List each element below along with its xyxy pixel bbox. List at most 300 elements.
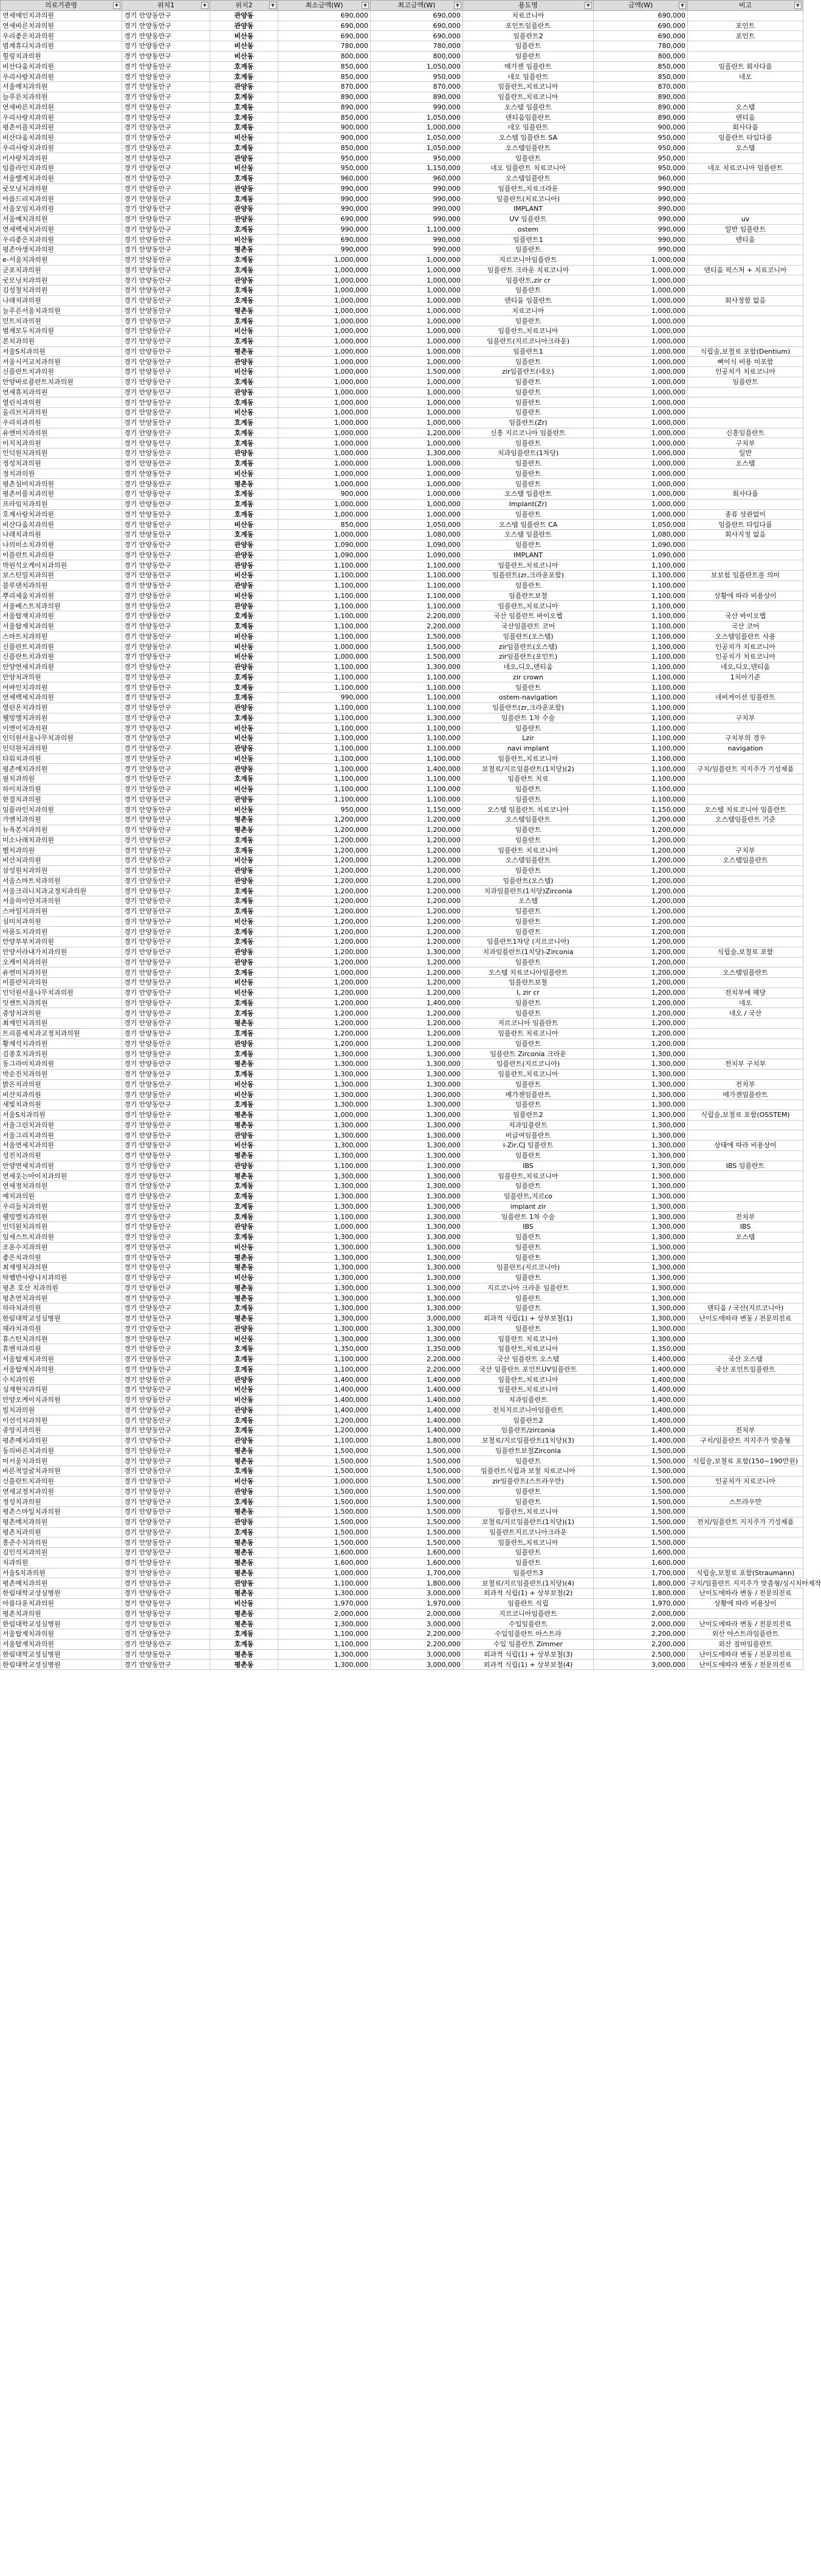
cell-usage[interactable]: 임플란트 [463, 794, 594, 805]
cell-min-price[interactable]: 1,500,000 [278, 1527, 371, 1537]
cell-note[interactable]: 임플란트 타입다름 [688, 520, 803, 530]
cell-location1[interactable]: 경기 안양동안구 [122, 631, 210, 642]
cell-price[interactable]: 1,500,000 [594, 1486, 688, 1497]
cell-clinic-name[interactable]: 프라임치과의원 [1, 499, 122, 509]
cell-price[interactable]: 1,100,000 [594, 631, 688, 642]
cell-price[interactable]: 1,200,000 [594, 825, 688, 835]
cell-note[interactable] [688, 1293, 803, 1303]
filter-dropdown-icon[interactable]: ▼ [679, 2, 686, 9]
cell-max-price[interactable]: 1,200,000 [371, 978, 463, 988]
cell-location2[interactable]: 호계동 [210, 1191, 278, 1201]
cell-location2[interactable]: 호계동 [210, 672, 278, 682]
cell-clinic-name[interactable]: 서울스마트치과의원 [1, 876, 122, 886]
cell-usage[interactable]: 임플란트 치료코니아 [463, 1028, 594, 1039]
cell-usage[interactable]: 네오 임플란트 [463, 123, 594, 133]
cell-usage[interactable]: 오스템임플란트 [463, 856, 594, 866]
cell-usage[interactable]: 치료코니아 [463, 10, 594, 21]
cell-location1[interactable]: 경기 안양동안구 [122, 642, 210, 652]
cell-location2[interactable]: 호계동 [210, 835, 278, 845]
cell-clinic-name[interactable]: 임세스트치과의원 [1, 1232, 122, 1242]
cell-location2[interactable]: 비산동 [210, 916, 278, 927]
cell-note[interactable] [688, 10, 803, 21]
cell-note[interactable] [688, 601, 803, 611]
cell-note[interactable]: 네오 [688, 72, 803, 82]
cell-price[interactable]: 1,400,000 [594, 1415, 688, 1426]
cell-usage[interactable]: 임플란트(오스템) [463, 631, 594, 642]
cell-location1[interactable]: 경기 안양동안구 [122, 693, 210, 703]
cell-usage[interactable]: implant zir [463, 1201, 594, 1212]
cell-price[interactable]: 990,000 [594, 184, 688, 194]
cell-note[interactable] [688, 326, 803, 337]
cell-max-price[interactable]: 1,100,000 [371, 601, 463, 611]
cell-note[interactable]: 회사정함 없음 [688, 295, 803, 306]
cell-max-price[interactable]: 1,100,000 [371, 784, 463, 794]
cell-note[interactable]: 난이도에따라 변동 / 전문의진료 [688, 1313, 803, 1324]
cell-max-price[interactable]: 1,400,000 [371, 1395, 463, 1405]
cell-max-price[interactable]: 3,000,000 [371, 1619, 463, 1629]
cell-min-price[interactable]: 850,000 [278, 520, 371, 530]
cell-location1[interactable]: 경기 안양동안구 [122, 72, 210, 82]
cell-usage[interactable]: 임플란트 [463, 1252, 594, 1263]
cell-location1[interactable]: 경기 안양동안구 [122, 805, 210, 815]
cell-min-price[interactable]: 990,000 [278, 194, 371, 204]
cell-note[interactable] [688, 1466, 803, 1477]
cell-location1[interactable]: 경기 안양동안구 [122, 1578, 210, 1589]
cell-price[interactable]: 1,300,000 [594, 1313, 688, 1324]
cell-note[interactable]: uv [688, 214, 803, 224]
cell-clinic-name[interactable]: 서울S치과의원 [1, 1110, 122, 1120]
cell-note[interactable] [688, 153, 803, 163]
cell-note[interactable] [688, 387, 803, 397]
cell-max-price[interactable]: 1,500,000 [371, 1527, 463, 1537]
cell-max-price[interactable]: 1,970,000 [371, 1598, 463, 1609]
cell-max-price[interactable]: 1,300,000 [371, 1212, 463, 1222]
cell-clinic-name[interactable]: 웰빙엘치과의원 [1, 713, 122, 723]
cell-clinic-name[interactable]: 연세정치과의원 [1, 1181, 122, 1192]
cell-clinic-name[interactable]: 범계모두치과의원 [1, 326, 122, 337]
cell-location1[interactable]: 경기 안양동안구 [122, 1079, 210, 1090]
cell-clinic-name[interactable]: 서울탑재치과의원 [1, 1364, 122, 1375]
cell-clinic-name[interactable]: 안양부부치과의원 [1, 937, 122, 947]
cell-clinic-name[interactable]: 인덕원치과의원 [1, 743, 122, 754]
cell-clinic-name[interactable]: 휴엔치과의원 [1, 1344, 122, 1355]
cell-clinic-name[interactable]: 평촌스마일치과의원 [1, 1507, 122, 1517]
cell-note[interactable] [688, 835, 803, 845]
cell-min-price[interactable]: 1,500,000 [278, 1537, 371, 1548]
cell-location2[interactable]: 관양동 [210, 560, 278, 571]
cell-price[interactable]: 1,300,000 [594, 1293, 688, 1303]
cell-clinic-name[interactable]: 늘푸른서울치과의원 [1, 306, 122, 316]
cell-min-price[interactable]: 1,200,000 [278, 865, 371, 876]
cell-location1[interactable]: 경기 안양동안구 [122, 856, 210, 866]
cell-location1[interactable]: 경기 안양동안구 [122, 1252, 210, 1263]
cell-clinic-name[interactable]: 서울밸게치과의원 [1, 173, 122, 184]
cell-price[interactable]: 1,300,000 [594, 1141, 688, 1151]
cell-price[interactable]: 1,200,000 [594, 1008, 688, 1018]
cell-location1[interactable]: 경기 안양동안구 [122, 937, 210, 947]
cell-location2[interactable]: 비산동 [210, 642, 278, 652]
cell-max-price[interactable]: 1,300,000 [371, 1130, 463, 1141]
cell-price[interactable]: 1,300,000 [594, 1232, 688, 1242]
cell-note[interactable]: 전치부 [688, 1212, 803, 1222]
cell-price[interactable]: 1,100,000 [594, 571, 688, 581]
cell-price[interactable]: 2,200,000 [594, 1629, 688, 1640]
cell-location1[interactable]: 경기 안양동안구 [122, 51, 210, 61]
cell-clinic-name[interactable]: e-서울치과의원 [1, 255, 122, 265]
cell-clinic-name[interactable]: 안양바로플란트치과의원 [1, 377, 122, 387]
cell-clinic-name[interactable]: 평촌예치과의원 [1, 1435, 122, 1446]
cell-location1[interactable]: 경기 안양동안구 [122, 31, 210, 41]
cell-location1[interactable]: 경기 안양동안구 [122, 1395, 210, 1405]
cell-max-price[interactable]: 1,100,000 [371, 723, 463, 733]
cell-note[interactable]: 뼈이식 비용 미포함 [688, 357, 803, 367]
cell-max-price[interactable]: 1,000,000 [371, 306, 463, 316]
cell-location2[interactable]: 호계동 [210, 1415, 278, 1426]
cell-usage[interactable]: I, zir cr [463, 987, 594, 998]
cell-price[interactable]: 1,100,000 [594, 682, 688, 693]
cell-note[interactable] [688, 937, 803, 947]
cell-clinic-name[interactable]: 평촌 호산 치과의원 [1, 1283, 122, 1293]
cell-location1[interactable]: 경기 안양동안구 [122, 876, 210, 886]
cell-min-price[interactable]: 1,200,000 [278, 937, 371, 947]
cell-max-price[interactable]: 1,300,000 [371, 448, 463, 459]
cell-note[interactable]: 오스템임플란트 사용 [688, 631, 803, 642]
cell-location1[interactable]: 경기 안양동안구 [122, 194, 210, 204]
cell-location1[interactable]: 경기 안양동안구 [122, 1059, 210, 1070]
cell-clinic-name[interactable]: 군포치과의원 [1, 265, 122, 275]
cell-min-price[interactable]: 1,000,000 [278, 509, 371, 520]
cell-max-price[interactable]: 1,500,000 [371, 1517, 463, 1527]
cell-usage[interactable]: 임플란트(zr,크라운포함) [463, 571, 594, 581]
cell-max-price[interactable]: 1,300,000 [371, 1263, 463, 1273]
cell-max-price[interactable]: 1,300,000 [371, 1100, 463, 1110]
cell-clinic-name[interactable]: 김종호치과의원 [1, 1049, 122, 1059]
cell-location2[interactable]: 비산동 [210, 631, 278, 642]
cell-min-price[interactable]: 1,000,000 [278, 1476, 371, 1486]
cell-price[interactable]: 1,200,000 [594, 927, 688, 937]
cell-min-price[interactable]: 1,000,000 [278, 1222, 371, 1232]
cell-clinic-name[interactable]: 안양연세치과의원 [1, 662, 122, 672]
cell-location1[interactable]: 경기 안양동안구 [122, 357, 210, 367]
cell-clinic-name[interactable]: 헤라치과의원 [1, 1324, 122, 1334]
cell-min-price[interactable]: 1,000,000 [278, 286, 371, 296]
cell-usage[interactable]: 임플란트,치료코니아 [463, 1069, 594, 1079]
cell-min-price[interactable]: 1,000,000 [278, 357, 371, 367]
cell-usage[interactable]: 임플란트,지르co [463, 1191, 594, 1201]
cell-min-price[interactable]: 1,000,000 [278, 346, 371, 357]
cell-location1[interactable]: 경기 안양동안구 [122, 1232, 210, 1242]
cell-location2[interactable]: 비산동 [210, 326, 278, 337]
cell-location1[interactable]: 경기 안양동안구 [122, 1639, 210, 1649]
cell-location2[interactable]: 평촌동 [210, 479, 278, 489]
cell-location1[interactable]: 경기 안양동안구 [122, 1598, 210, 1609]
cell-location1[interactable]: 경기 안양동안구 [122, 123, 210, 133]
cell-usage[interactable]: zir임플란트(네오) [463, 367, 594, 377]
cell-note[interactable]: 외산 짐머임플란트 [688, 1639, 803, 1649]
cell-usage[interactable]: 지르코니아임플란트 [463, 1609, 594, 1619]
cell-note[interactable] [688, 886, 803, 896]
cell-note[interactable] [688, 794, 803, 805]
cell-location1[interactable]: 경기 안양동안구 [122, 316, 210, 326]
cell-max-price[interactable]: 690,000 [371, 10, 463, 21]
cell-location1[interactable]: 경기 안양동안구 [122, 184, 210, 194]
cell-price[interactable]: 1,000,000 [594, 499, 688, 509]
cell-min-price[interactable]: 1,000,000 [278, 448, 371, 459]
cell-usage[interactable]: 신흥 지르코니아 임플란트 [463, 428, 594, 438]
cell-location2[interactable]: 평촌동 [210, 346, 278, 357]
cell-price[interactable]: 990,000 [594, 224, 688, 235]
cell-note[interactable]: 네오 치료코니아 임플란트 [688, 163, 803, 174]
cell-location1[interactable]: 경기 안양동안구 [122, 1375, 210, 1385]
cell-min-price[interactable]: 1,100,000 [278, 713, 371, 723]
cell-note[interactable]: 포인트 [688, 31, 803, 41]
cell-price[interactable]: 1,300,000 [594, 1242, 688, 1252]
cell-price[interactable]: 1,300,000 [594, 1181, 688, 1192]
cell-min-price[interactable]: 1,100,000 [278, 1578, 371, 1589]
cell-location2[interactable]: 호계동 [210, 509, 278, 520]
cell-min-price[interactable]: 1,200,000 [278, 856, 371, 866]
cell-price[interactable]: 1,100,000 [594, 560, 688, 571]
cell-location1[interactable]: 경기 안양동안구 [122, 1527, 210, 1537]
cell-note[interactable]: 오스템 [688, 458, 803, 469]
cell-min-price[interactable]: 900,000 [278, 489, 371, 500]
cell-max-price[interactable]: 1,200,000 [371, 428, 463, 438]
cell-max-price[interactable]: 1,500,000 [371, 1476, 463, 1486]
cell-min-price[interactable]: 1,000,000 [278, 458, 371, 469]
cell-usage[interactable]: 임플란트,치료코니아 [463, 1537, 594, 1548]
cell-max-price[interactable]: 990,000 [371, 194, 463, 204]
cell-max-price[interactable]: 1,000,000 [371, 326, 463, 337]
cell-note[interactable] [688, 1191, 803, 1201]
cell-price[interactable]: 1,050,000 [594, 520, 688, 530]
cell-max-price[interactable]: 890,000 [371, 92, 463, 102]
cell-clinic-name[interactable]: 인덕원서울나무치과의원 [1, 987, 122, 998]
cell-price[interactable]: 1,200,000 [594, 978, 688, 988]
cell-note[interactable] [688, 1252, 803, 1263]
cell-min-price[interactable]: 1,000,000 [278, 377, 371, 387]
cell-note[interactable]: 일반 임플란트 [688, 224, 803, 235]
cell-note[interactable] [688, 927, 803, 937]
cell-min-price[interactable]: 1,200,000 [278, 886, 371, 896]
cell-price[interactable]: 1,100,000 [594, 723, 688, 733]
cell-location1[interactable]: 경기 안양동안구 [122, 41, 210, 52]
cell-min-price[interactable]: 850,000 [278, 61, 371, 72]
cell-location2[interactable]: 비산동 [210, 1141, 278, 1151]
cell-location2[interactable]: 호계동 [210, 927, 278, 937]
cell-location1[interactable]: 경기 안양동안구 [122, 1466, 210, 1477]
cell-location1[interactable]: 경기 안양동안구 [122, 163, 210, 174]
cell-location1[interactable]: 경기 안양동안구 [122, 957, 210, 967]
cell-location2[interactable]: 비산동 [210, 1242, 278, 1252]
cell-note[interactable]: 상황에 따라 비용상이 [688, 1598, 803, 1609]
cell-price[interactable]: 1,600,000 [594, 1548, 688, 1558]
cell-note[interactable]: 구치부의 경우 [688, 733, 803, 744]
cell-price[interactable]: 1,300,000 [594, 1100, 688, 1110]
cell-max-price[interactable]: 1,200,000 [371, 835, 463, 845]
cell-location1[interactable]: 경기 안양동안구 [122, 1589, 210, 1599]
cell-usage[interactable]: 임플란트 [463, 1100, 594, 1110]
cell-location1[interactable]: 경기 안양동안구 [122, 245, 210, 255]
cell-location2[interactable]: 비산동 [210, 1273, 278, 1283]
cell-min-price[interactable]: 1,000,000 [278, 306, 371, 316]
cell-min-price[interactable]: 990,000 [278, 693, 371, 703]
cell-location2[interactable]: 호계동 [210, 286, 278, 296]
cell-location2[interactable]: 호계동 [210, 1344, 278, 1355]
cell-min-price[interactable]: 1,350,000 [278, 1344, 371, 1355]
cell-location2[interactable]: 호계동 [210, 438, 278, 448]
cell-location2[interactable]: 관양동 [210, 1324, 278, 1334]
cell-min-price[interactable]: 1,500,000 [278, 1517, 371, 1527]
cell-location2[interactable]: 호계동 [210, 886, 278, 896]
cell-location2[interactable]: 관양동 [210, 1039, 278, 1049]
cell-min-price[interactable]: 1,100,000 [278, 662, 371, 672]
cell-usage[interactable]: 네오,디오,덴티움 [463, 662, 594, 672]
cell-note[interactable] [688, 204, 803, 215]
cell-location2[interactable]: 관양동 [210, 184, 278, 194]
cell-max-price[interactable]: 1,000,000 [371, 316, 463, 326]
cell-max-price[interactable]: 1,200,000 [371, 1018, 463, 1029]
cell-location1[interactable]: 경기 안양동안구 [122, 1110, 210, 1120]
cell-clinic-name[interactable]: 이선석치과의원 [1, 1415, 122, 1426]
cell-clinic-name[interactable]: 아름드리치과의원 [1, 194, 122, 204]
cell-location2[interactable]: 비산동 [210, 1385, 278, 1395]
cell-note[interactable]: 전치부 [688, 1079, 803, 1090]
cell-price[interactable]: 900,000 [594, 123, 688, 133]
cell-location1[interactable]: 경기 안양동안구 [122, 214, 210, 224]
cell-min-price[interactable]: 1,000,000 [278, 438, 371, 448]
cell-location2[interactable]: 호계동 [210, 774, 278, 785]
cell-usage[interactable]: 오스템임플란트 [463, 143, 594, 153]
cell-min-price[interactable]: 1,100,000 [278, 1435, 371, 1446]
cell-price[interactable]: 1,300,000 [594, 1171, 688, 1181]
cell-price[interactable]: 1,000,000 [594, 265, 688, 275]
cell-min-price[interactable]: 1,300,000 [278, 1120, 371, 1130]
cell-location2[interactable]: 평촌동 [210, 1537, 278, 1548]
cell-min-price[interactable]: 1,200,000 [278, 906, 371, 916]
cell-usage[interactable]: 임플란트 [463, 469, 594, 479]
cell-clinic-name[interactable]: 정성치과의원 [1, 458, 122, 469]
cell-min-price[interactable]: 1,600,000 [278, 1548, 371, 1558]
cell-price[interactable]: 1,300,000 [594, 1303, 688, 1314]
cell-usage[interactable]: 네오 임플란트 [463, 72, 594, 82]
cell-usage[interactable]: 임플란트 [463, 1181, 594, 1192]
cell-note[interactable]: 구치부 [688, 438, 803, 448]
cell-location1[interactable]: 경기 안양동안구 [122, 417, 210, 428]
cell-max-price[interactable]: 1,000,000 [371, 387, 463, 397]
cell-location1[interactable]: 경기 안양동안구 [122, 1486, 210, 1497]
cell-max-price[interactable]: 1,000,000 [371, 265, 463, 275]
cell-max-price[interactable]: 2,000,000 [371, 1609, 463, 1619]
cell-usage[interactable]: ostem [463, 224, 594, 235]
cell-location1[interactable]: 경기 안양동안구 [122, 560, 210, 571]
cell-max-price[interactable]: 1,500,000 [371, 631, 463, 642]
cell-usage[interactable]: 수입임플란트 아스트라 [463, 1629, 594, 1640]
cell-usage[interactable]: 오스템임플란트 [463, 173, 594, 184]
cell-usage[interactable]: 수입 임플란트 Zimmer [463, 1639, 594, 1649]
cell-max-price[interactable]: 1,300,000 [371, 1242, 463, 1252]
cell-note[interactable] [688, 275, 803, 286]
cell-price[interactable]: 1,090,000 [594, 550, 688, 560]
cell-note[interactable] [688, 1446, 803, 1456]
cell-location2[interactable]: 관양동 [210, 1130, 278, 1141]
cell-note[interactable] [688, 825, 803, 835]
cell-min-price[interactable]: 1,000,000 [278, 652, 371, 662]
cell-note[interactable] [688, 723, 803, 733]
cell-clinic-name[interactable]: 아름다운치과의원 [1, 1598, 122, 1609]
cell-note[interactable]: 오스템 치료코니아 임플란트 [688, 805, 803, 815]
cell-price[interactable]: 690,000 [594, 10, 688, 21]
cell-max-price[interactable]: 1,000,000 [371, 438, 463, 448]
cell-note[interactable] [688, 1039, 803, 1049]
cell-clinic-name[interactable]: 이사랑치과의원 [1, 153, 122, 163]
cell-location2[interactable]: 평촌동 [210, 1150, 278, 1161]
cell-location1[interactable]: 경기 안양동안구 [122, 1141, 210, 1151]
cell-price[interactable]: 1,300,000 [594, 1222, 688, 1232]
cell-min-price[interactable]: 1,300,000 [278, 1130, 371, 1141]
cell-price[interactable]: 1,080,000 [594, 530, 688, 540]
cell-note[interactable] [688, 1283, 803, 1293]
cell-note[interactable] [688, 499, 803, 509]
cell-max-price[interactable]: 1,300,000 [371, 1110, 463, 1120]
cell-location1[interactable]: 경기 안양동안구 [122, 82, 210, 92]
cell-location1[interactable]: 경기 안양동안구 [122, 1476, 210, 1486]
cell-min-price[interactable]: 1,100,000 [278, 682, 371, 693]
cell-price[interactable]: 1,150,000 [594, 805, 688, 815]
cell-min-price[interactable]: 1,000,000 [278, 499, 371, 509]
cell-note[interactable] [688, 306, 803, 316]
cell-note[interactable] [688, 1018, 803, 1029]
cell-min-price[interactable]: 1,300,000 [278, 1324, 371, 1334]
cell-usage[interactable]: 임플란트 Zirconia 크라운 [463, 1049, 594, 1059]
cell-min-price[interactable]: 990,000 [278, 204, 371, 215]
cell-min-price[interactable]: 1,400,000 [278, 1405, 371, 1415]
cell-note[interactable]: 스트라우만 [688, 1497, 803, 1507]
cell-max-price[interactable]: 1,200,000 [371, 1028, 463, 1039]
cell-min-price[interactable]: 1,000,000 [278, 387, 371, 397]
cell-max-price[interactable]: 1,200,000 [371, 856, 463, 866]
cell-max-price[interactable]: 1,600,000 [371, 1558, 463, 1568]
cell-price[interactable]: 1,500,000 [594, 1466, 688, 1477]
cell-max-price[interactable]: 990,000 [371, 214, 463, 224]
cell-location2[interactable]: 비산동 [210, 132, 278, 143]
cell-location2[interactable]: 호계동 [210, 194, 278, 204]
cell-usage[interactable]: 임플란트 [463, 1039, 594, 1049]
cell-location2[interactable]: 호계동 [210, 530, 278, 540]
cell-clinic-name[interactable]: 연세바른치과의원 [1, 102, 122, 112]
cell-location1[interactable]: 경기 안양동안구 [122, 621, 210, 631]
cell-location1[interactable]: 경기 안양동안구 [122, 1008, 210, 1018]
cell-max-price[interactable]: 1,100,000 [371, 591, 463, 601]
cell-location1[interactable]: 경기 안양동안구 [122, 1263, 210, 1273]
cell-min-price[interactable]: 1,100,000 [278, 580, 371, 591]
cell-max-price[interactable]: 1,300,000 [371, 1283, 463, 1293]
cell-max-price[interactable]: 1,200,000 [371, 876, 463, 886]
cell-location1[interactable]: 경기 안양동안구 [122, 794, 210, 805]
cell-location1[interactable]: 경기 안양동안구 [122, 702, 210, 713]
cell-clinic-name[interactable]: 성진치과의원 [1, 1150, 122, 1161]
cell-location1[interactable]: 경기 안양동안구 [122, 458, 210, 469]
cell-location2[interactable]: 관양동 [210, 957, 278, 967]
cell-location2[interactable]: 호계동 [210, 937, 278, 947]
cell-max-price[interactable]: 1,000,000 [371, 417, 463, 428]
cell-max-price[interactable]: 1,100,000 [371, 754, 463, 764]
cell-location1[interactable]: 경기 안양동안구 [122, 489, 210, 500]
cell-price[interactable]: 1,000,000 [594, 255, 688, 265]
cell-note[interactable]: 식립술,보철료 포함 [688, 947, 803, 957]
cell-max-price[interactable]: 1,000,000 [371, 509, 463, 520]
cell-location2[interactable]: 호계동 [210, 92, 278, 102]
cell-note[interactable] [688, 978, 803, 988]
